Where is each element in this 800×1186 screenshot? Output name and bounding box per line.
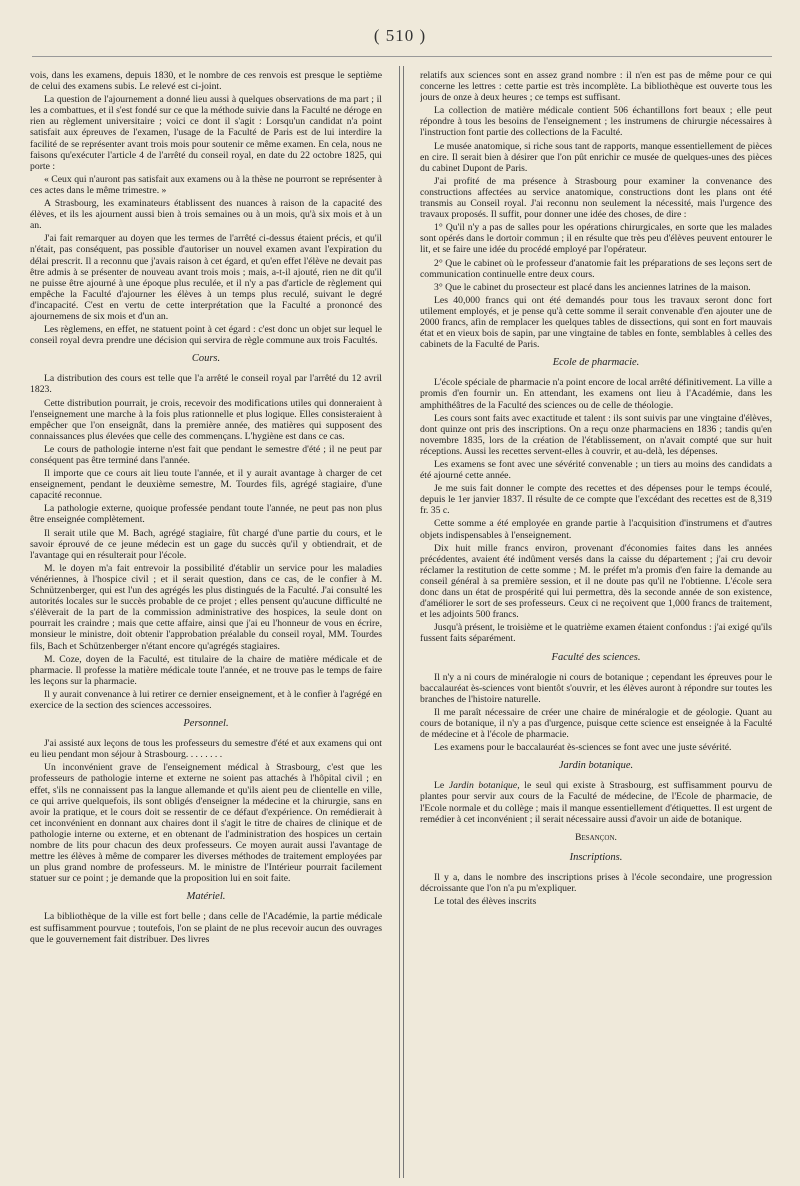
paragraph: A Strasbourg, les examinateurs établissent des nuances à raison de la capacité des élèves, et ils les ajournent aussi bien à trois semaines ou à un mois, qu'à six mois et à un an. bbox=[30, 198, 382, 232]
column-divider bbox=[399, 66, 404, 1178]
paragraph: La distribution des cours est telle que l'a arrêté le conseil royal par l'arrêté du 12 avril 1823. bbox=[30, 373, 382, 396]
paragraph: vois, dans les examens, depuis 1830, et le nombre de ces renvois est presque le septième de celui des examens subis. Le relevé est ci-joint. bbox=[30, 70, 382, 93]
paragraph: Les règlemens, en effet, ne statuent point à cet égard : c'est donc un objet sur lequel le conseil royal devra prendre une décision qui servira de règle commune aux trois Facultés. bbox=[30, 324, 382, 347]
paragraph: M. le doyen m'a fait entrevoir la possibilité d'établir un service pour les maladies vénériennes, à l'hospice civil ; et il serait question, dans ce cas, de le confier à M. Schnützenberger, qui est l'un des agrégés les plus distingués de la Faculté. J'ai consulté les autorités locales sur le succès probable de ce projet ; elles pensent qu'aucune difficulté ne s'élèverait de la part de la commission administrative des hospices, la seule dont on pourrait les craindre ; mais que cette affaire, ainsi que j'ai eu l'honneur de vous en écrire, monsieur le ministre, doit obtenir l'approbation préalable du conseil royal, MM. Tourdes fils, Bach et Schützenberger n'étant encore qu'agrégés stagiaires. bbox=[30, 562, 382, 652]
list-item: 3° Que le cabinet du prosecteur est placé dans les anciennes latrines de la maison. bbox=[434, 281, 751, 293]
left-column bbox=[30, 70, 382, 1178]
paragraph: L'école spéciale de pharmacie n'a point encore de local arrêté définitivement. La ville a promis d'en fournir un. En attendant, les examens ont lieu à l'Académie, dans les amphithéâtres de la Faculté des sciences ou de celle de théologie. bbox=[420, 377, 772, 411]
header-rule bbox=[32, 56, 772, 57]
paragraph: J'ai assisté aux leçons de tous les professeurs du semestre d'été et aux examens qui ont eu lieu pendant mon séjour à Strasbourg. . . . . . . . bbox=[30, 738, 382, 761]
section-heading-personnel: Personnel. bbox=[183, 718, 229, 730]
signature: Besançon. bbox=[575, 832, 617, 843]
paragraph: Dix huit mille francs environ, provenant d'économies faites dans les années précédentes, avaient été indûment versés dans la caisse du département ; j'ai cru devoir réclamer la restitution de cette somme ; M. le préfet m'a promis d'en faire la demande au conseil général à sa première session, et il ne doute pas qu'il ne l'obtienne. L'école sera donc dans un état de prospérité qui lui permettra, dès la seconde année de son existence, d'améliorer le sort de ses professeurs. Ceux ci ne reçoivent que 1,000 francs de traitement, et les adjoints 500 francs. bbox=[420, 542, 772, 621]
paragraph: La collection de matière médicale contient 506 échantillons fort beaux ; elle peut répondre à tous les besoins de l'enseignement ; les instrumens de chirurgie nécessaires à l'instruction font partie des collections de la Faculté. bbox=[420, 105, 772, 139]
section-heading-inscriptions: Inscriptions. bbox=[569, 851, 623, 863]
paragraph: Il y a, dans le nombre des inscriptions prises à l'école secondaire, une progression décroissante que l'on n'a pu m'expliquer. bbox=[420, 871, 772, 894]
paragraph: Il y aurait convenance à lui retirer ce dernier enseignement, et à le confier à l'agrégé en exercice de la section des sciences accessoires. bbox=[30, 688, 382, 711]
paragraph bbox=[420, 780, 772, 824]
paragraph: Il importe que ce cours ait lieu toute l'année, et il y aurait avantage à charger de cet enseignement, pendant le deuxième semestre, M. Tourdes fils, agrégé stagiaire, d'une capacité reconnue. bbox=[30, 468, 382, 502]
section-heading-pharmacie: Ecole de pharmacie. bbox=[552, 357, 640, 369]
paragraph: Les examens pour le baccalauréat ès-sciences se font avec une juste sévérité. bbox=[434, 742, 732, 754]
section-heading-sciences: Faculté des sciences. bbox=[551, 651, 641, 663]
list-item: 1° Qu'il n'y a pas de salles pour les opérations chirurgicales, en sorte que les malades sont opérés dans le dortoir commun ; il en résulte que très peu d'élèves peuvent entourer le lit, et se faire une idée du procédé employé par l'opérateur. bbox=[420, 222, 772, 256]
paragraph: La bibliothèque de la ville est fort belle ; dans celle de l'Académie, la partie médicale est suffisamment pourvue ; toutefois, l'on se plaint de ne plus recevoir aucun des ouvrages que le gouvernement fait distribuer. Des livres bbox=[30, 911, 382, 945]
text-run-italic: Jardin botanique bbox=[448, 780, 518, 792]
paragraph: Il serait utile que M. Bach, agrégé stagiaire, fût chargé d'une partie du cours, et le savoir éprouvé de ce jeune médecin est un gage du succès qu'il y obtiendrait, et de l'avantage qui en résulterait pour l'école. bbox=[30, 527, 382, 561]
paragraph: Les examens se font avec une sévérité convenable ; un tiers au moins des candidats a été ajourné cette année. bbox=[420, 459, 772, 482]
paragraph: Les 40,000 francs qui ont été demandés pour tous les travaux seront donc fort utilement employés, et je pense qu'à cette somme il serait convenable d'en ajouter une de 2000 francs, afin de remplacer les quelques tables de dissections, qui sont en fort mauvais état et en vieux bois de sapin, par une vingtaine de tables en fonte, semblables à celles des cabinets de la Faculté de Paris. bbox=[420, 294, 772, 351]
paragraph: Le musée anatomique, si riche sous tant de rapports, manque essentiellement de pièces en cire. Il serait bien à désirer que l'on pût enrichir ce musée de quelques-unes des pièces du cabinet Dupont de Paris. bbox=[420, 140, 772, 174]
right-column bbox=[420, 70, 772, 1178]
paragraph: Il n'y a ni cours de minéralogie ni cours de botanique ; cependant les épreuves pour le baccalauréat ès-sciences vont bientôt s'ouvrir, et les élèves auront à répondre sur toutes les branches de l'histoire naturelle. bbox=[420, 671, 772, 705]
section-heading-materiel: Matériel. bbox=[186, 891, 226, 903]
quote-paragraph: « Ceux qui n'auront pas satisfait aux examens ou à la thèse ne pourront se représenter à ces actes dans le même trimestre. » bbox=[30, 173, 382, 196]
text-run: , le seul qui existe à Strasbourg, est suffisamment pourvu de plantes pour servir aux cours de la Faculté de médecine, de l'Ecole de pharmacie, de l'Ecole normale et du collège ; mais il manque essentiellement d'étiquettes. Il est urgent de remédier à cet inconvénient ; il serait nécessaire aussi d'avoir un aide de botanique. bbox=[420, 780, 772, 825]
paragraph: Jusqu'à présent, le troisième et le quatrième examen étaient confondus : j'ai exigé qu'ils fussent faits séparément. bbox=[420, 622, 772, 645]
paragraph: Les cours sont faits avec exactitude et talent : ils sont suivis par une vingtaine d'élèves, dont quinze ont pris des inscriptions. On a reçu onze pharmaciens en 1836 ; tandis qu'en novembre 1835, lors de la création de l'établissement, on n'avait compté que sur huit réceptions. Aussi les recettes servent-elles à couvrir, et au-delà, les dépenses. bbox=[420, 412, 772, 457]
paragraph: Il me paraît nécessaire de créer une chaire de minéralogie et de géologie. Quant au cours de botanique, il n'y a pas d'urgence, puisque cette science est enseignée à la Faculté de médecine et à l'école de pharmacie. bbox=[420, 706, 772, 741]
paragraph: M. Coze, doyen de la Faculté, est titulaire de la chaire de matière médicale et de pharmacie. Il professe la matière médicale toute l'année, et ne trouve pas le temps de faire les leçons sur la pharmacie. bbox=[30, 653, 382, 687]
section-heading-jardin: Jardin botanique. bbox=[558, 760, 634, 772]
paragraph: Un inconvénient grave de l'enseignement médical à Strasbourg, c'est que les professeurs de pathologie interne et externe ne soient pas attachés à l'hôpital civil ; en effet, s'ils ne connaissent pas la langue allemande et qu'ils aient peu de clientelle en ville, ce qui arrive quelquefois, ils sont obligés d'enseigner la médecine et la chirurgie, sans en avoir la pratique, et le cours doit se ressentir de ce défaut d'expérience. On remédierait à cet inconvénient en donnant aux chaires dont il s'agit le titre de chaires de clinique et de pathologie interne ou externe, et en obtenant de l'administration des hospices un certain nombre de lits pour chacun des deux professeurs. Ce moyen aurait aussi l'avantage de mettre les élèves à même de comparer les diverses méthodes de traitement employées par un plus grand nombre de professeurs. M. le ministre de l'Intérieur pourrait facilement statuer sur ce point ; je demande que la proposition lui en soit faite. bbox=[30, 762, 382, 885]
paragraph: Le total des élèves inscrits bbox=[434, 896, 537, 908]
paragraph: Cette distribution pourrait, je crois, recevoir des modifications utiles qui donneraient à l'enseignement une marche à la fois plus rationnelle et plus logique. Elles consisteraient à empêcher que l'on enseignât, dans la première année, des matières qui supposent des connaissances plus élevées que celle des commençans. L'hygiène est dans ce cas. bbox=[30, 397, 382, 442]
paragraph: relatifs aux sciences sont en assez grand nombre : il n'en est pas de même pour ce qui concerne les lettres : cette partie est très incomplète. La bibliothèque est ouverte tous les jours de onze à deux heures ; ce temps est suffisant. bbox=[420, 70, 772, 104]
text-run: Le bbox=[434, 780, 449, 792]
paragraph: Je me suis fait donner le compte des recettes et des dépenses pour le temps écoulé, depuis le 1er janvier 1837. Il résulte de ce compte que l'excédant des recettes est de 8,319 fr. 35 c. bbox=[420, 483, 772, 517]
paragraph: J'ai fait remarquer au doyen que les termes de l'arrêté ci-dessus étaient précis, et qu'il n'était, pas conséquent, pas possible d'autoriser un nouvel examen avant l'expiration du délai prescrit. Il a reconnu que j'avais raison à cet égard, et qu'en effet l'élève ne devait pas être admis à se présenter de nouveau avant trois mois ; mais, a-t-il ajouté, rien ne dit qu'il ne puisse être ajourné à une époque plus reculée, et il n'y a pas d'article de règlement qui empêche la Faculté d'ajourner les élèves à un temps plus reculé, suivant le degré d'incapacité. C'est en vertu de cette interprétation que la Faculté a prononcé des ajournemens de six mois et d'un an. bbox=[30, 233, 382, 322]
paragraph: Le cours de pathologie interne n'est fait que pendant le semestre d'été ; il ne peut par conséquent pas être terminé dans l'année. bbox=[30, 443, 382, 466]
page-number: ( 510 ) bbox=[373, 26, 427, 45]
paragraph: Cette somme a été employée en grande partie à l'acquisition d'instrumens et d'autres objets indispensables à l'enseignement. bbox=[420, 518, 772, 541]
paragraph: La pathologie externe, quoique professée pendant toute l'année, ne peut pas non plus être enseignée complètement. bbox=[30, 503, 382, 526]
list-item: 2° Que le cabinet où le professeur d'anatomie fait les préparations de ses leçons sert de communication continuelle entre deux cours. bbox=[420, 257, 772, 280]
paragraph: J'ai profité de ma présence à Strasbourg pour examiner la convenance des constructions affectées au service anatomique, constructions dont les plans ont été transmis au Conseil royal. J'ai reconnu non seulement la nécessité, mais l'urgence des travaux proposés. Il suffit, pour donner une idée des choses, de dire : bbox=[420, 175, 772, 221]
paragraph: La question de l'ajournement a donné lieu aussi à quelques observations de ma part ; il les a combattues, et il s'est fondé sur ce que la méthode suivie dans la Faculté ne déroge en rien au règlement universitaire ; voici ce dont il s'agit : Lorsqu'un candidat n'a point satisfait aux épreuves de l'examen, l'usage de la Faculté de Paris est de lui interdire la facilité de se représenter avant trois mois pour soutenir ce même examen. En cela, nous ne faisons qu'exécuter l'article 4 de l'arrêté du conseil royal, en date du 22 octobre 1825, qui porte : bbox=[30, 94, 382, 172]
section-heading-cours: Cours. bbox=[191, 353, 221, 365]
